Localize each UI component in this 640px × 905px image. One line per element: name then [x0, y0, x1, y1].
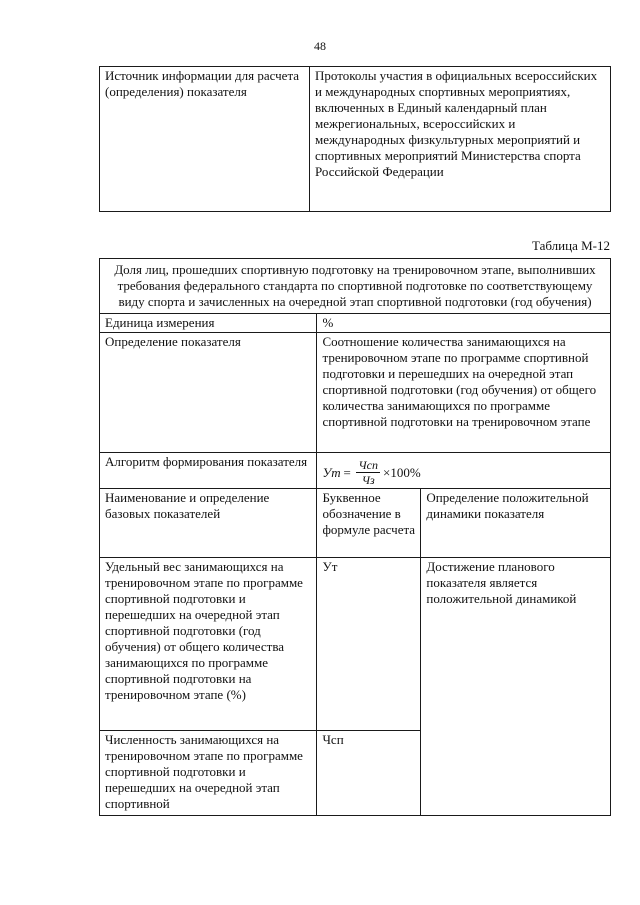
formula-multiplier: ×100% — [383, 464, 421, 480]
formula-denominator: Чз — [361, 473, 375, 487]
table-row — [100, 259, 611, 314]
row-name-cell: Удельный вес занимающихся на тренировочном этапе по программе спортивной подготовки и перешедших на очередной этап спортивной подготовки (год обучения) от общего количества занимающихся по программе спортивной подготовки на тренировочном этапе (%) — [100, 558, 317, 731]
row-symbol-cell: Ут — [317, 558, 421, 731]
table-row — [100, 489, 611, 558]
formula-numerator: Чсп — [358, 458, 378, 472]
indicator-table — [99, 258, 611, 816]
row-name-cell: Численность занимающихся на тренировочном этапе по программе спортивной подготовки и перешедших на очередной этап спортивной — [100, 731, 317, 816]
table-row — [100, 453, 611, 489]
table-caption: Таблица М-12 — [532, 238, 610, 253]
indicator-title: Доля лиц, прошедших спортивную подготовку на тренировочном этапе, выполнивших требования федерального стандарта по спортивной подготовке по соответствующему виду спорта и зачисленных на очередной этап спортивной подготовки (год обучения) — [100, 259, 611, 314]
header-name-cell: Наименование и определение базовых показателей — [100, 489, 317, 558]
definition-value-cell: Соотношение количества занимающихся на тренировочном этапе по программе спортивной подготовки и перешедших на очередной этап спортивной подготовки (год обучения) от общего количества занимающихся по программе спортивной подготовки на тренировочном этапе — [317, 333, 611, 453]
unit-label-cell: Единица измерения — [100, 314, 317, 333]
unit-value-cell: % — [317, 314, 611, 333]
row-symbol-cell: Чсп — [317, 731, 421, 816]
header-dynamics-cell: Определение положительной динамики показателя — [421, 489, 611, 558]
formula-fraction — [356, 458, 380, 487]
header-symbol-cell: Буквенное обозначение в формуле расчета — [317, 489, 421, 558]
formula — [322, 454, 606, 487]
table-row — [100, 333, 611, 453]
row-dynamics-cell: Достижение планового показателя является положительной динамикой — [421, 558, 611, 816]
source-label-cell: Источник информации для расчета (определения) показателя — [100, 67, 310, 212]
formula-lhs: Ут — [322, 464, 341, 480]
formula-cell — [317, 453, 611, 489]
definition-label-cell: Определение показателя — [100, 333, 317, 453]
table-row — [100, 314, 611, 333]
source-value-cell: Протоколы участия в официальных всероссийских и международных спортивных мероприятиях, включенных в Единый календарный план межрегиональных, всероссийских и международных физкультурных мероприятий и спортивных мероприятий Министерства спорта Российской Федерации — [310, 67, 611, 212]
page-number: 48 — [314, 39, 326, 53]
source-info-table — [99, 66, 611, 212]
table-row — [100, 558, 611, 731]
formula-equals: = — [342, 464, 352, 480]
algorithm-label-cell: Алгоритм формирования показателя — [100, 453, 317, 489]
table-row — [100, 67, 611, 212]
